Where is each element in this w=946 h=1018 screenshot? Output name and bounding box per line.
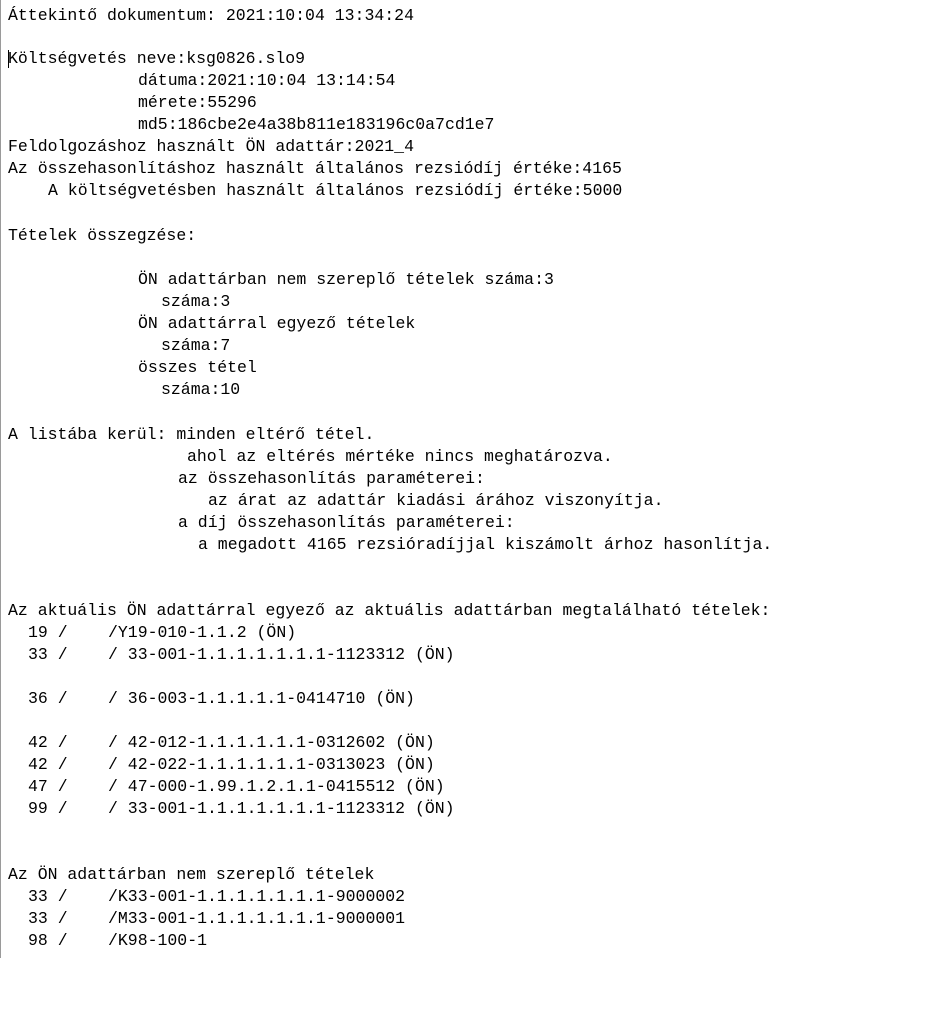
table-row <box>1 776 445 798</box>
summary-group-label-row <box>1 269 554 291</box>
compare-overhead-row <box>1 158 622 180</box>
listing-deviation: ahol az eltérés mértéke nincs meghatározva. <box>187 447 613 466</box>
missing-heading-row <box>1 864 375 886</box>
budget-date-row <box>1 70 396 92</box>
budget-size-row <box>1 92 257 114</box>
item-number: 47 / <box>28 777 68 796</box>
budget-date: dátuma:2021:10:04 13:14:54 <box>138 71 396 90</box>
item-number: 42 / <box>28 733 68 752</box>
table-row <box>1 666 41 688</box>
processing-database: Feldolgozáshoz használt ÖN adattár:2021_4 <box>8 137 414 156</box>
missing-heading: Az ÖN adattárban nem szereplő tételek <box>8 865 375 884</box>
missing-item-code: /M33-001-1.1.1.1.1.1.1-9000001 <box>108 909 406 928</box>
list-item <box>1 930 208 952</box>
budget-overhead: A költségvetésben használt általános rezsiódíj értéke:5000 <box>48 181 623 200</box>
item-number: 99 / <box>28 799 68 818</box>
summary-group-label: összes tétel <box>138 358 257 377</box>
item-code: / 42-022-1.1.1.1.1.1-0313023 (ÖN) <box>108 755 435 774</box>
listing-fee-params: a díj összehasonlítás paraméterei: <box>178 513 515 532</box>
summary-group-count: száma:10 <box>161 380 241 399</box>
summary-group-label-row <box>1 313 416 335</box>
item-code: / 36-003-1.1.1.1.1-0414710 (ÖN) <box>108 689 415 708</box>
table-row <box>1 710 41 732</box>
item-number: 36 / <box>28 689 68 708</box>
list-item <box>1 908 406 930</box>
matched-heading: Az aktuális ÖN adattárral egyező az aktuális adattárban megtalálható tételek: <box>8 601 771 620</box>
summary-group-values-row <box>1 291 231 313</box>
summary-heading: Tételek összegzése: <box>8 226 197 245</box>
item-number: 42 / <box>28 755 68 774</box>
listing-row <box>1 534 773 556</box>
listing-row <box>1 512 515 534</box>
listing-price-rule: az árat az adattár kiadási árához viszonyítja. <box>208 491 664 510</box>
table-row <box>1 754 435 776</box>
budget-md5-row <box>1 114 495 136</box>
missing-item-code: /K33-001-1.1.1.1.1.1.1-9000002 <box>108 887 406 906</box>
item-code: / 47-000-1.99.1.2.1.1-0415512 (ÖN) <box>108 777 445 796</box>
document-title: Áttekintő dokumentum: 2021:10:04 13:34:24 <box>8 6 414 25</box>
summary-heading-row <box>1 225 197 247</box>
item-code: / 33-001-1.1.1.1.1.1.1-1123312 (ÖN) <box>108 799 455 818</box>
budget-overhead-row <box>1 180 623 202</box>
header-row <box>1 5 414 27</box>
listing-fee-rule: a megadott 4165 rezsióradíjjal kiszámolt árhoz hasonlítja. <box>198 535 773 554</box>
missing-item-number: 33 / <box>28 909 68 928</box>
summary-header-row <box>1 247 41 269</box>
table-row <box>1 688 415 710</box>
summary-group-values-row <box>1 379 241 401</box>
summary-group-label: ÖN adattárban nem szereplő tételek száma:3 <box>138 270 554 289</box>
item-number: 33 / <box>28 645 68 664</box>
matched-heading-row <box>1 600 771 622</box>
budget-name-row <box>1 48 306 70</box>
summary-group-values-row <box>1 335 231 357</box>
item-code: / 33-001-1.1.1.1.1.1.1-1123312 (ÖN) <box>108 645 455 664</box>
item-code: / 42-012-1.1.1.1.1.1-0312602 (ÖN) <box>108 733 435 752</box>
table-row <box>1 820 41 842</box>
summary-group-count: száma:3 <box>161 292 231 311</box>
listing-criteria: A listába kerül: minden eltérő tétel. <box>8 425 375 444</box>
table-row <box>1 644 455 666</box>
summary-group-count: száma:7 <box>161 336 231 355</box>
listing-row <box>1 490 664 512</box>
budget-md5: md5:186cbe2e4a38b811e183196c0a7cd1e7 <box>138 115 495 134</box>
table-row <box>1 622 297 644</box>
listing-row <box>1 424 375 446</box>
missing-item-number: 98 / <box>28 931 68 950</box>
item-code: /Y19-010-1.1.2 (ÖN) <box>108 623 297 642</box>
missing-item-number: 33 / <box>28 887 68 906</box>
summary-group-label-row <box>1 357 257 379</box>
budget-size: mérete:55296 <box>138 93 257 112</box>
listing-header-row <box>1 556 41 578</box>
list-item <box>1 886 406 908</box>
table-row <box>1 798 455 820</box>
compare-overhead: Az összehasonlításhoz használt általános rezsiódíj értéke:4165 <box>8 159 622 178</box>
listing-compare-params: az összehasonlítás paraméterei: <box>178 469 485 488</box>
listing-row <box>1 446 613 468</box>
table-row <box>1 732 435 754</box>
listing-row <box>1 468 485 490</box>
item-number: 19 / <box>28 623 68 642</box>
budget-name: Költségvetés neve:ksg0826.slo9 <box>8 49 306 68</box>
missing-item-code: /K98-100-1 <box>108 931 208 950</box>
summary-group-label: ÖN adattárral egyező tételek <box>138 314 416 333</box>
database-row <box>1 136 414 158</box>
